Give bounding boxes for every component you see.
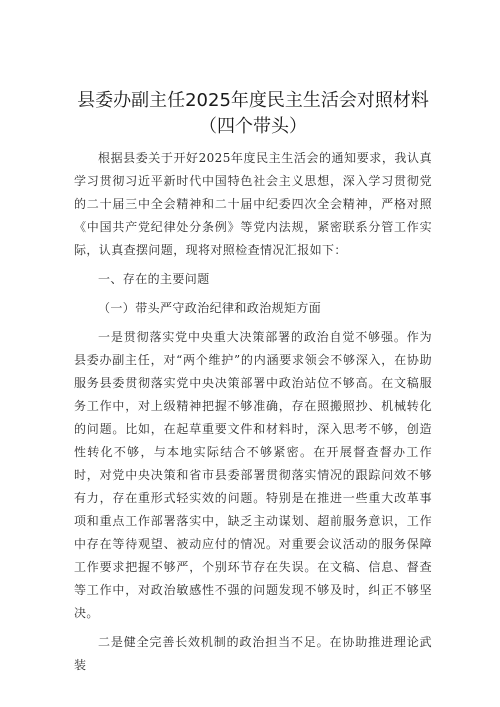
title-line-2: （四个带头） — [199, 116, 307, 137]
intro-paragraph: 根据县委关于开好2025年度民主生活会的通知要求，我认真学习贯彻习近平新时代中国特色社会主义思想，深入学习贯彻党的二十届三中全会精神和二十届中纪委四次全会精神，严格对照《中国共产党纪律处分条例》等党内法规，紧密联系分管工作实际，认真查摆问题，现将对照检查情况汇报如下： — [74, 151, 432, 257]
section-heading-problems: 一、存在的主要问题 — [98, 272, 210, 286]
subsection-heading-political-discipline: （一）带头严守政治纪律和政治规矩方面 — [98, 301, 322, 315]
body-paragraph-2: 二是健全完善长效机制的政治担当不足。在协助推进理论武装 — [74, 635, 432, 672]
document-body — [74, 147, 432, 677]
document-page — [74, 88, 432, 677]
body-paragraph-1: 一是贯彻落实党中央重大决策部署的政治自觉不够强。作为县委办副主任，对“两个维护”的内涵要求领会不够深入，在协助服务县委贯彻落实党中央决策部署中政治站位不够高。在文稿服务工作中，对上级精神把握不够准确，存在照搬照抄、机械转化的问题。比如，在起草重要文件和材料时，深入思考不够，创造性转化不够，与本地实际结合不够紧密。在开展督查督办工作时，对党中央决策和省市县委部署贯彻落实情况的跟踪问效不够有力，存在重形式轻实效的问题。特别是在推进一些重大改革事项和重点工作部署落实中，缺乏主动谋划、超前服务意识，工作中存在等待观望、被动应付的情况。对重要会议活动的服务保障工作要求把握不够严，个别环节存在失误。在文稿、信息、督查等工作中，对政治敏感性不强的问题发现不够及时，纠正不够坚决。 — [74, 330, 432, 620]
document-title — [74, 88, 432, 140]
title-line-1: 县委办副主任2025年度民主生活会对照材料 — [77, 90, 429, 111]
